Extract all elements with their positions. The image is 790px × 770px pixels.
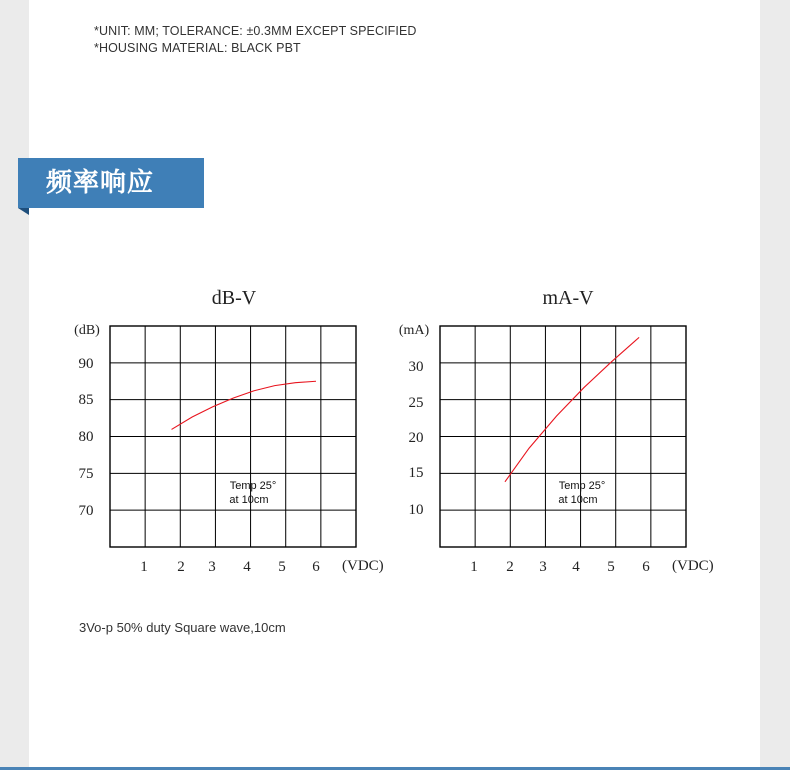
x-axis-unit-label: (VDC) [342,558,384,574]
y-tick-label: 90 [78,356,94,372]
y-tick-labels [79,356,94,519]
y-tick-labels [409,359,424,518]
y-tick-label: 75 [78,466,94,482]
y-tick-label: 10 [408,502,424,518]
chart-title: dB-V [211,287,257,309]
x-axis-unit-label: (VDC) [672,558,714,574]
x-tick-labels [470,559,650,575]
x-tick-label: 1 [470,559,478,575]
y-tick-label: 15 [408,465,424,481]
x-tick-label: 2 [177,559,185,575]
x-tick-labels [140,559,320,575]
y-tick-label: 25 [408,395,424,411]
housing-material-note: *HOUSING MATERIAL: BLACK PBT [94,41,301,55]
chart-db-v [74,287,384,575]
y-tick-label: 80 [78,429,94,445]
chart-ma-v [399,287,714,575]
y-axis-unit-label: (mA) [398,323,430,338]
y-tick-label: 85 [78,392,94,408]
x-tick-label: 5 [607,559,615,575]
distance-annotation: at 10cm [558,494,598,506]
y-axis-unit-label: (dB) [74,323,100,338]
x-tick-label: 5 [278,559,286,575]
temp-annotation: Temp 25° [558,480,606,492]
x-tick-label: 4 [572,559,580,575]
x-tick-label: 2 [506,559,514,575]
db-curve [172,381,316,429]
unit-tolerance-note: *UNIT: MM; TOLERANCE: ±0.3MM EXCEPT SPECIFIED [94,24,417,38]
chart-title: mA-V [542,287,594,309]
x-tick-label: 6 [642,559,650,575]
ma-curve [505,337,639,481]
y-tick-label: 30 [408,359,424,375]
x-tick-label: 6 [312,559,320,575]
x-tick-label: 1 [140,559,148,575]
chart-grid [440,326,686,547]
test-condition-caption: 3Vo-p 50% duty Square wave,10cm [79,620,286,635]
temp-annotation: Temp 25° [229,480,277,492]
y-tick-label: 20 [408,430,424,446]
x-tick-label: 4 [243,559,251,575]
distance-annotation: at 10cm [229,494,269,506]
x-tick-label: 3 [539,559,547,575]
chart-grid [110,326,356,547]
y-tick-label: 70 [78,503,94,519]
x-tick-label: 3 [208,559,216,575]
section-title: 频率响应 [45,168,154,198]
